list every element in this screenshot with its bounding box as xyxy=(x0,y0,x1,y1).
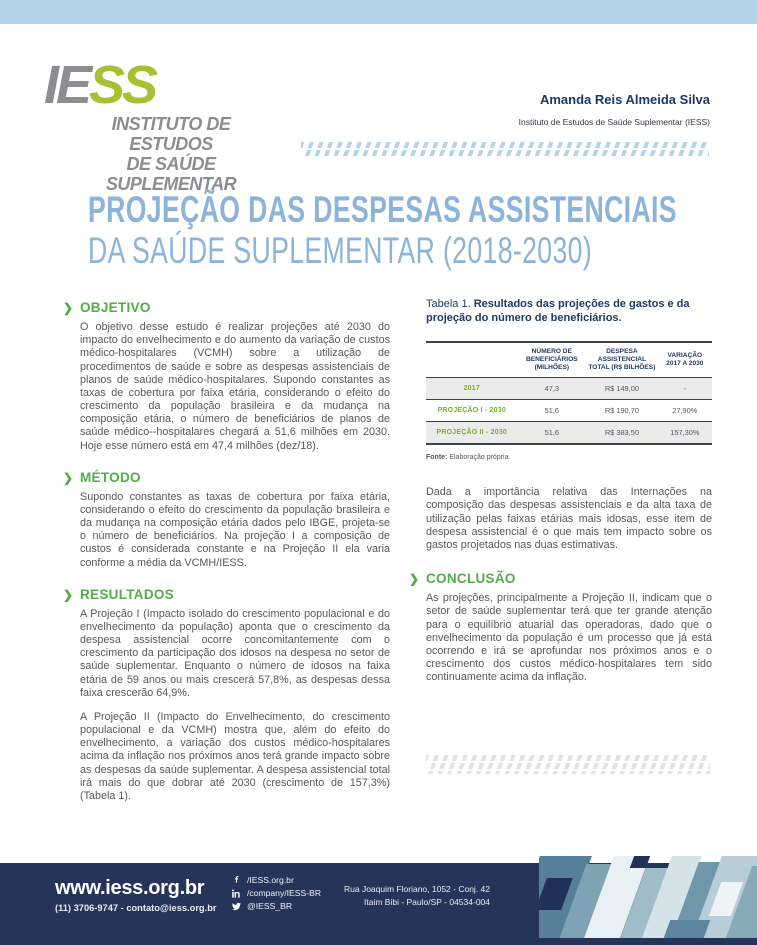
table-header-empty xyxy=(426,342,518,378)
twitter-icon xyxy=(232,902,241,911)
results-table xyxy=(426,341,712,446)
chevron-icon: ❯ xyxy=(63,301,74,315)
cell-variacao: - xyxy=(658,378,712,400)
row-label: 2017 xyxy=(426,378,518,400)
table-source-note xyxy=(426,454,712,461)
section-heading-conclusao: CONCLUSÃO xyxy=(426,571,516,587)
table-header-row xyxy=(426,342,712,378)
section-metodo xyxy=(63,469,390,570)
top-accent-band xyxy=(0,0,757,24)
facebook-link[interactable] xyxy=(232,875,321,885)
author-name: Amanda Reis Almeida Silva xyxy=(539,92,710,107)
source-text: Elaboração própria. xyxy=(447,454,511,462)
footer-address xyxy=(330,883,490,909)
twitter-handle: @IESS_BR xyxy=(247,901,293,911)
left-column xyxy=(63,300,390,820)
header-hatch-decoration xyxy=(301,140,709,157)
iess-logo xyxy=(44,55,274,195)
footer-hatch-decoration xyxy=(426,753,710,774)
logo-gray-letters: IE xyxy=(44,55,90,115)
cell-beneficiarios: 51,6 xyxy=(518,400,587,422)
cell-despesa: R$ 149,00 xyxy=(586,378,658,400)
cell-despesa: R$ 383,50 xyxy=(586,422,658,445)
section-body-objetivo: O objetivo desse estudo é realizar projeções até 2030 do impacto do envelhecimento e do aumento da variação de custos médico-hospitalares (VCMH) sobre a utilização de procedimentos de saúde e sobre as despesas assistenciais de planos de saúde médico-hospitalares. Supondo constantes as taxas de cobertura por faixa etária, considerando o efeito do crescimento da população brasileira e da mudança na composição etária, o número de beneficiários de planos de saúde médico--hospitalares chegará a 51,6 milhões em 2030. Hoje esse número está em 47,4 milhões (dez/18). xyxy=(80,321,390,452)
table-header-variacao: VARIAÇÃO 2017 A 2030 xyxy=(658,342,712,378)
right-column xyxy=(409,297,712,701)
logo-subtitle-line1: INSTITUTO DE ESTUDOS xyxy=(111,114,231,155)
chevron-icon: ❯ xyxy=(409,572,420,587)
section-body-conclusao: As projeções, principalmente a Projeção II, indicam que o setor de saúde suplementar terá que ter grande atenção para o equilíbrio atuarial das operadoras, dado que o envelhecimento da população é um processo que já está ocorrendo e irá se aprofundar nos próximos anos e o crescimento dos custos médico-hospitalares tem sido continuamente acima da inflação. xyxy=(426,592,712,684)
table-caption xyxy=(426,297,712,326)
table-caption-text: Resultados das projeções de gastos e da projeção do número de beneficiários. xyxy=(426,298,690,325)
cell-despesa: R$ 190,70 xyxy=(586,400,658,422)
footer-contact-link[interactable]: (11) 3706-9747 - contato@iess.org.br xyxy=(55,903,217,913)
chevron-icon: ❯ xyxy=(63,470,74,485)
iess-logo-subtitle xyxy=(76,114,266,195)
linkedin-icon xyxy=(232,889,241,898)
decorative-mosaic xyxy=(539,856,757,938)
source-label: Fonte: xyxy=(426,454,448,462)
table-header-beneficiarios: NÚMERO DE BENEFICIÁRIOS (MILHÕES) xyxy=(518,342,587,378)
facebook-handle: /IESS.org.br xyxy=(247,875,294,885)
table-row xyxy=(426,378,712,400)
cell-beneficiarios: 47,3 xyxy=(518,378,587,400)
cell-variacao: 157,30% xyxy=(658,422,712,445)
discussion-paragraph: Dada a importância relativa das Internações na composição das despesas assistenciais e da alta taxa de utilização pelas faixas etárias mais idosas, esse item de despesa assistencial é o que mais tem impacto sobre os gastos projetados nas duas estimativas. xyxy=(426,486,712,551)
row-label: PROJEÇÃO I - 2030 xyxy=(426,400,518,422)
logo-subtitle-line2: DE SAÚDE SUPLEMENTAR xyxy=(105,154,237,195)
section-body-resultados-p1: A Projeção I (Impacto isolado do crescimento populacional e do envelhecimento da população) aponta que o crescimento da despesa assistencial ocorre concomitantemente com o crescimento da participação dos idosos na despesa no setor de saúde suplementar. Enquanto o número de idosos na faixa etária de 59 anos ou mais crescerá 57,8%, as despesas dessa faixa crescerão 64,9%. xyxy=(80,607,390,699)
page-title-line2: DA SAÚDE SUPLEMENTAR (2018-2030) xyxy=(88,229,593,271)
table-caption-prefix: Tabela 1. xyxy=(426,298,474,310)
logo-green-letters: SS xyxy=(89,55,156,115)
section-body-resultados-p2: A Projeção II (Impacto do Envelhecimento, do crescimento populacional e da VCMH) mostra que, além do efeito do envelhecimento, a variação dos custos médico-hospitalares acima da inflação nos próximos anos terá grande impacto sobre as despesas da saúde suplementar. A despesa assistencial total irá mais do que dobrar até 2030 (crescimento de 157,3%) (Tabela 1). xyxy=(80,710,390,802)
table-row xyxy=(426,400,712,422)
row-label: PROJEÇÃO II - 2030 xyxy=(426,422,518,445)
table-header-despesa: DESPESA ASSISTENCIAL TOTAL (R$ BILHÕES) xyxy=(586,342,658,378)
chevron-icon: ❯ xyxy=(63,587,74,602)
cell-variacao: 27,90% xyxy=(658,400,712,422)
address-line1: Rua Joaquim Floriano, 1052 - Conj. 42 xyxy=(344,884,490,894)
section-resultados xyxy=(63,586,390,803)
section-heading-resultados: RESULTADOS xyxy=(80,586,174,602)
iess-logo-wordmark xyxy=(44,55,274,115)
linkedin-link[interactable] xyxy=(232,888,321,898)
linkedin-handle: /company/IESS-BR xyxy=(247,888,322,898)
footer-website-link[interactable]: www.iess.org.br xyxy=(55,877,205,899)
author-affiliation: Instituto de Estudos de Saúde Suplementar (IESS) xyxy=(518,117,710,127)
page-title xyxy=(88,190,757,271)
facebook-icon xyxy=(232,876,241,885)
address-line2: Itaim Bibi - Paulo/SP - 04534-004 xyxy=(364,897,490,908)
cell-beneficiarios: 51,6 xyxy=(518,422,587,445)
page-title-line1: PROJEÇÃO DAS DESPESAS ASSISTENCIAIS xyxy=(88,189,677,230)
footer-social-links xyxy=(232,875,321,911)
twitter-link[interactable] xyxy=(232,901,321,911)
table-row xyxy=(426,422,712,445)
section-heading-metodo: MÉTODO xyxy=(80,469,141,485)
section-body-metodo: Supondo constantes as taxas de cobertura por faixa etária, considerando o efeito do crescimento da população brasileira e da mudança na composição etária dados pelo IBGE, projeta-se o número de beneficiários. Na projeção I a composição de custos é considerada constante e na Projeção II ela varia conforme a média da VCMH/IESS. xyxy=(80,490,390,569)
section-heading-objetivo: OBJETIVO xyxy=(80,300,151,315)
author-block xyxy=(519,92,710,127)
section-objetivo xyxy=(63,300,390,453)
section-conclusao xyxy=(409,571,712,684)
